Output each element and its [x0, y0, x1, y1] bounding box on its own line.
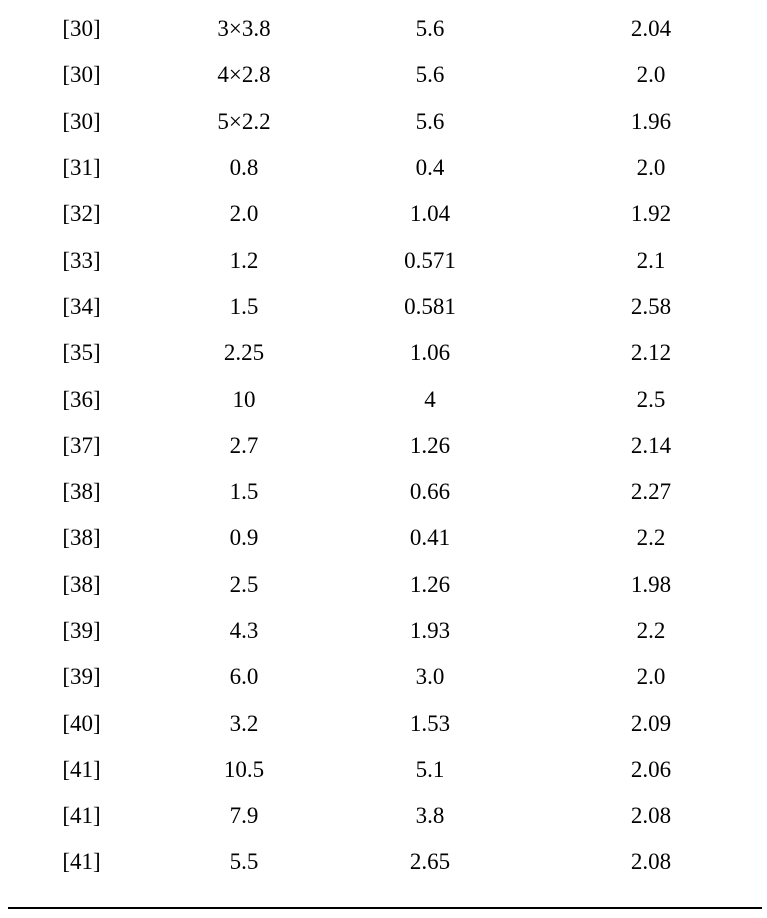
value-b-cell: 0.571	[404, 247, 456, 273]
reference-cell: [38]	[62, 479, 101, 505]
reference-cell: [41]	[62, 803, 101, 829]
value-a-cell: 3×3.8	[217, 16, 271, 42]
reference-cell: [31]	[62, 155, 101, 181]
reference-cell: [41]	[62, 849, 101, 875]
reference-cell: [32]	[62, 201, 101, 227]
value-b-cell: 1.93	[409, 618, 451, 643]
value-b-cell: 0.4	[415, 155, 445, 181]
table-row	[0, 747, 767, 793]
value-c-cell: 2.09	[630, 710, 672, 736]
value-a-cell: 10	[232, 386, 256, 412]
value-b-cell: 0.66	[409, 479, 451, 505]
value-c-cell: 2.1	[636, 247, 666, 273]
value-c-cell: 2.08	[630, 849, 672, 875]
value-b-cell: 1.26	[409, 432, 451, 458]
reference-cell: [41]	[62, 756, 101, 782]
value-b-cell: 4	[424, 386, 436, 412]
value-b-cell: 1.04	[409, 201, 451, 227]
table-row	[0, 562, 767, 608]
table-row	[0, 6, 767, 52]
value-a-cell: 1.5	[229, 479, 259, 505]
value-a-cell: 0.9	[229, 525, 259, 551]
value-a-cell: 2.0	[229, 201, 259, 227]
value-a-cell: 4×2.8	[217, 62, 271, 88]
table-bottom-rule	[8, 907, 762, 909]
value-a-cell: 2.5	[229, 571, 259, 597]
value-c-cell: 1.92	[630, 201, 672, 227]
reference-cell: [38]	[62, 571, 101, 597]
value-b-cell: 5.6	[415, 62, 445, 88]
value-c-cell: 2.2	[636, 618, 666, 643]
value-b-cell: 5.6	[415, 16, 445, 42]
reference-cell: [39]	[62, 618, 101, 643]
value-a-cell: 1.5	[229, 293, 259, 319]
value-b-cell: 0.41	[409, 525, 451, 551]
table-row	[0, 654, 767, 700]
table-row	[0, 99, 767, 145]
value-c-cell: 2.27	[630, 479, 672, 505]
value-c-cell: 1.96	[630, 108, 672, 134]
value-c-cell: 2.04	[630, 16, 672, 42]
value-c-cell: 2.0	[636, 664, 666, 690]
value-b-cell: 1.53	[409, 710, 451, 736]
value-a-cell: 10.5	[223, 756, 265, 782]
value-c-cell: 2.58	[630, 293, 672, 319]
table-row	[0, 191, 767, 237]
value-c-cell: 2.08	[630, 803, 672, 829]
value-c-cell: 2.14	[630, 432, 672, 458]
value-c-cell: 2.0	[636, 62, 666, 88]
reference-cell: [39]	[62, 664, 101, 690]
value-b-cell: 0.581	[404, 293, 456, 319]
table-row	[0, 515, 767, 561]
table-row	[0, 330, 767, 376]
reference-cell: [30]	[62, 62, 101, 88]
value-b-cell: 3.0	[415, 664, 445, 690]
reference-cell: [37]	[62, 432, 101, 458]
value-c-cell: 1.98	[630, 571, 672, 597]
reference-cell: [33]	[62, 247, 101, 273]
table-row	[0, 284, 767, 330]
value-b-cell: 1.06	[409, 340, 451, 366]
value-a-cell: 3.2	[229, 710, 259, 736]
value-c-cell: 2.12	[630, 340, 672, 366]
table-row	[0, 608, 767, 654]
table-row	[0, 423, 767, 469]
value-a-cell: 4.3	[229, 618, 259, 643]
value-b-cell: 1.26	[409, 571, 451, 597]
table-row	[0, 700, 767, 746]
reference-cell: [38]	[62, 525, 101, 551]
value-a-cell: 1.2	[229, 247, 259, 273]
value-a-cell: 5.5	[229, 849, 259, 875]
reference-cell: [30]	[62, 16, 101, 42]
value-a-cell: 7.9	[229, 803, 259, 829]
value-a-cell: 0.8	[229, 155, 259, 181]
reference-cell: [30]	[62, 108, 101, 134]
table-body	[0, 6, 767, 886]
table-row	[0, 376, 767, 422]
table-row	[0, 839, 767, 885]
value-c-cell: 2.0	[636, 155, 666, 181]
value-a-cell: 6.0	[229, 664, 259, 690]
table-row	[0, 52, 767, 98]
table-row	[0, 793, 767, 839]
value-b-cell: 2.65	[409, 849, 451, 875]
data-table	[0, 6, 767, 886]
value-b-cell: 3.8	[415, 803, 445, 829]
value-a-cell: 2.25	[223, 340, 265, 366]
reference-cell: [40]	[62, 710, 101, 736]
table-row	[0, 145, 767, 191]
value-c-cell: 2.2	[636, 525, 666, 551]
reference-cell: [34]	[62, 293, 101, 319]
value-c-cell: 2.5	[636, 386, 666, 412]
value-a-cell: 5×2.2	[217, 108, 271, 134]
table-row	[0, 469, 767, 515]
reference-cell: [35]	[62, 340, 101, 366]
value-b-cell: 5.6	[415, 108, 445, 134]
reference-cell: [36]	[62, 386, 101, 412]
table-row	[0, 237, 767, 283]
value-b-cell: 5.1	[415, 756, 445, 782]
value-a-cell: 2.7	[229, 432, 259, 458]
value-c-cell: 2.06	[630, 756, 672, 782]
